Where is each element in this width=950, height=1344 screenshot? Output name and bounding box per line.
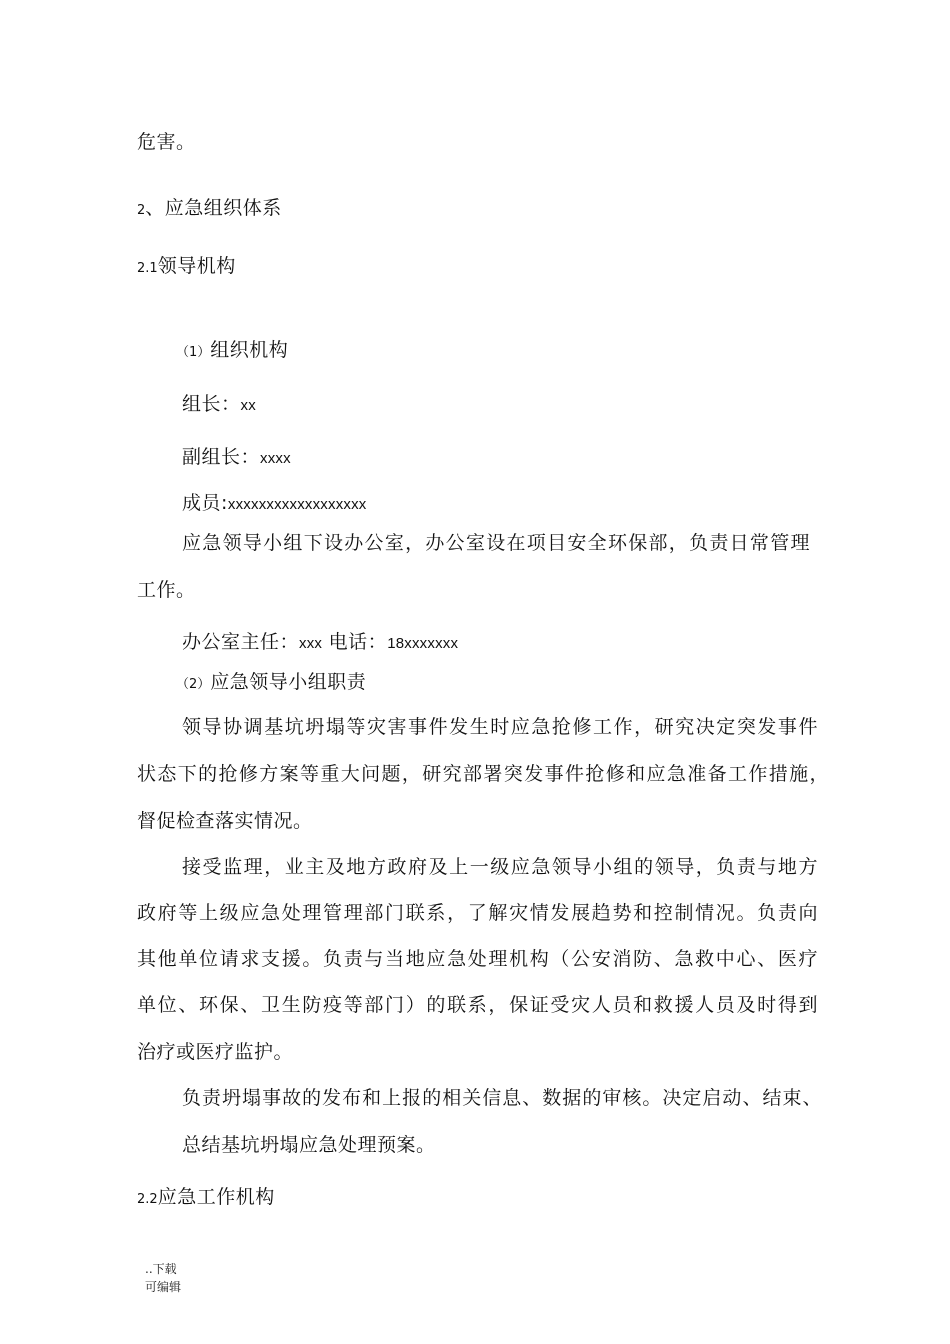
paragraph-line [137,762,829,786]
phone-label: 电话： [328,631,388,653]
item-number: （2） [176,677,211,692]
paragraph-line [182,531,810,555]
paragraph-line [137,578,196,602]
section-title: 、应急组织体系 [145,197,282,219]
text: 治疗或医疗监护。 [137,1041,294,1063]
paragraph-line [137,993,818,1017]
deputy-leader-value: xxxx [260,450,291,467]
paragraph-line [182,715,818,739]
section-number: 2 [137,203,146,218]
phone-value: 18xxxxxxx [387,635,459,652]
subsection-heading [137,1185,275,1212]
paragraph-line [137,901,818,925]
text: 督促检查落实情况。 [137,810,313,832]
paragraph-line [137,130,196,154]
item-heading [176,338,288,365]
text: 应急领导小组下设办公室，办公室设在项目安全环保部，负责日常管理 [182,532,810,554]
text: 总结基坑坍塌应急处理预案。 [182,1134,436,1156]
text: 负责坍塌事故的发布和上报的相关信息、数据的审核。决定启动、结束、 [182,1087,822,1109]
item-number: （1） [176,345,211,360]
office-director-line [182,630,458,656]
paragraph-line [137,947,818,971]
members-label: 成员: [182,492,228,514]
paragraph-line [182,1133,436,1157]
subsection-title: 应急工作机构 [157,1186,275,1208]
office-director-name: xxx [299,635,323,652]
text: 领导协调基坑坍塌等灾害事件发生时应急抢修工作，研究决定突发事件 [182,716,818,738]
page-footer [145,1261,181,1295]
leader-value: xx [240,397,256,414]
subsection-heading [137,254,236,281]
item-title: 组织机构 [210,339,289,361]
text: 其他单位请求支援。负责与当地应急处理机构（公安消防、急救中心、医疗 [137,948,818,970]
text: 危害。 [137,131,196,153]
text: 单位、环保、卫生防疫等部门）的联系，保证受灾人员和救援人员及时得到 [137,994,818,1016]
members-value: xxxxxxxxxxxxxxxxxx [227,496,367,513]
item-heading [176,670,366,697]
leader-line [182,392,256,418]
text: 工作。 [137,579,196,601]
members-line [182,491,367,517]
paragraph-line [182,855,818,879]
leader-label: 组长： [182,393,241,415]
paragraph-line [137,1040,293,1064]
paragraph-line [137,809,313,833]
section-heading [137,196,282,223]
deputy-leader-label: 副组长： [182,446,261,468]
text: 政府等上级应急处理管理部门联系，了解灾情发展趋势和控制情况。负责向 [137,902,818,924]
subsection-title: 领导机构 [157,255,236,277]
subsection-number: 2.2 [137,1192,158,1207]
subsection-number: 2.1 [137,261,158,276]
office-director-label: 办公室主任： [182,631,300,653]
text: 接受监理，业主及地方政府及上一级应急领导小组的领导，负责与地方 [182,856,818,878]
text: 状态下的抢修方案等重大问题，研究部署突发事件抢修和应急准备工作措施， [137,763,829,785]
item-title: 应急领导小组职责 [210,671,367,693]
paragraph-line [182,1086,822,1110]
footer-download-text: ..下载 [145,1262,177,1276]
deputy-leader-line [182,445,291,471]
footer-editable-text: 可编辑 [145,1280,182,1294]
